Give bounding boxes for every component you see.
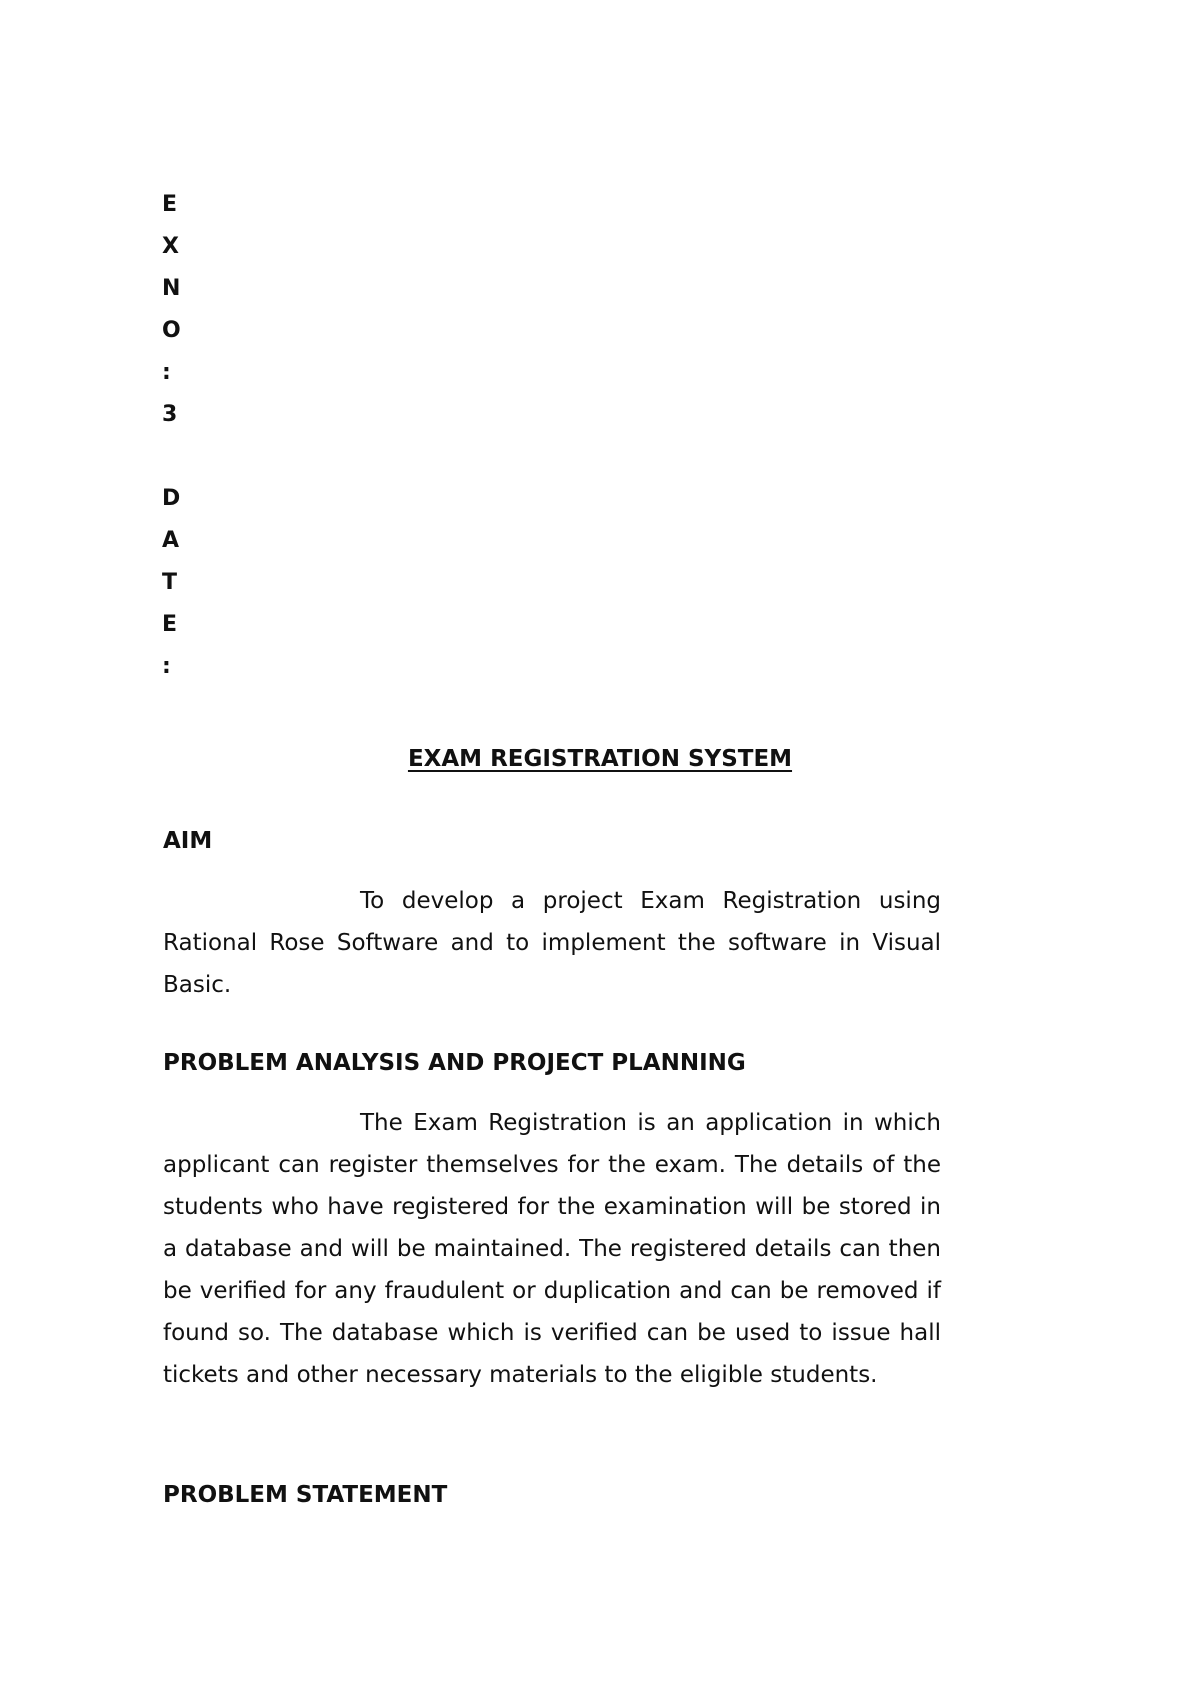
statement-heading: PROBLEM STATEMENT	[163, 1482, 448, 1508]
document-title: EXAM REGISTRATION SYSTEM	[407, 746, 793, 772]
date-letter: :	[162, 654, 171, 679]
aim-paragraph	[163, 880, 941, 1006]
date-letter: D	[162, 486, 181, 511]
aim-heading: AIM	[163, 828, 213, 854]
ex-no-letter: E	[162, 192, 178, 217]
spacer	[162, 444, 202, 486]
ex-no-letter: N	[162, 276, 181, 301]
ex-no-letter: :	[162, 360, 171, 385]
ex-no-letter: O	[162, 318, 181, 343]
aim-text: To develop a project Exam Registration using Rational Rose Software and to implement the software in Visual Basic.	[163, 888, 941, 998]
date-letter: T	[162, 570, 178, 595]
analysis-paragraph	[163, 1102, 941, 1396]
date-letter: A	[162, 528, 180, 553]
date-letter: E	[162, 612, 178, 637]
analysis-text: The Exam Registration is an application in which applicant can register themselves for the exam. The details of the students who have registered for the examination will be stored in a database and will be maintained. The registered details can then be verified for any fraudulent or duplication and can be removed if found so. The database which is verified can be used to issue hall tickets and other necessary materials to the eligible students.	[163, 1110, 941, 1388]
ex-no-label	[162, 192, 202, 696]
analysis-heading: PROBLEM ANALYSIS AND PROJECT PLANNING	[163, 1050, 746, 1076]
ex-no-letter: 3	[162, 402, 178, 427]
ex-no-letter: X	[162, 234, 179, 259]
